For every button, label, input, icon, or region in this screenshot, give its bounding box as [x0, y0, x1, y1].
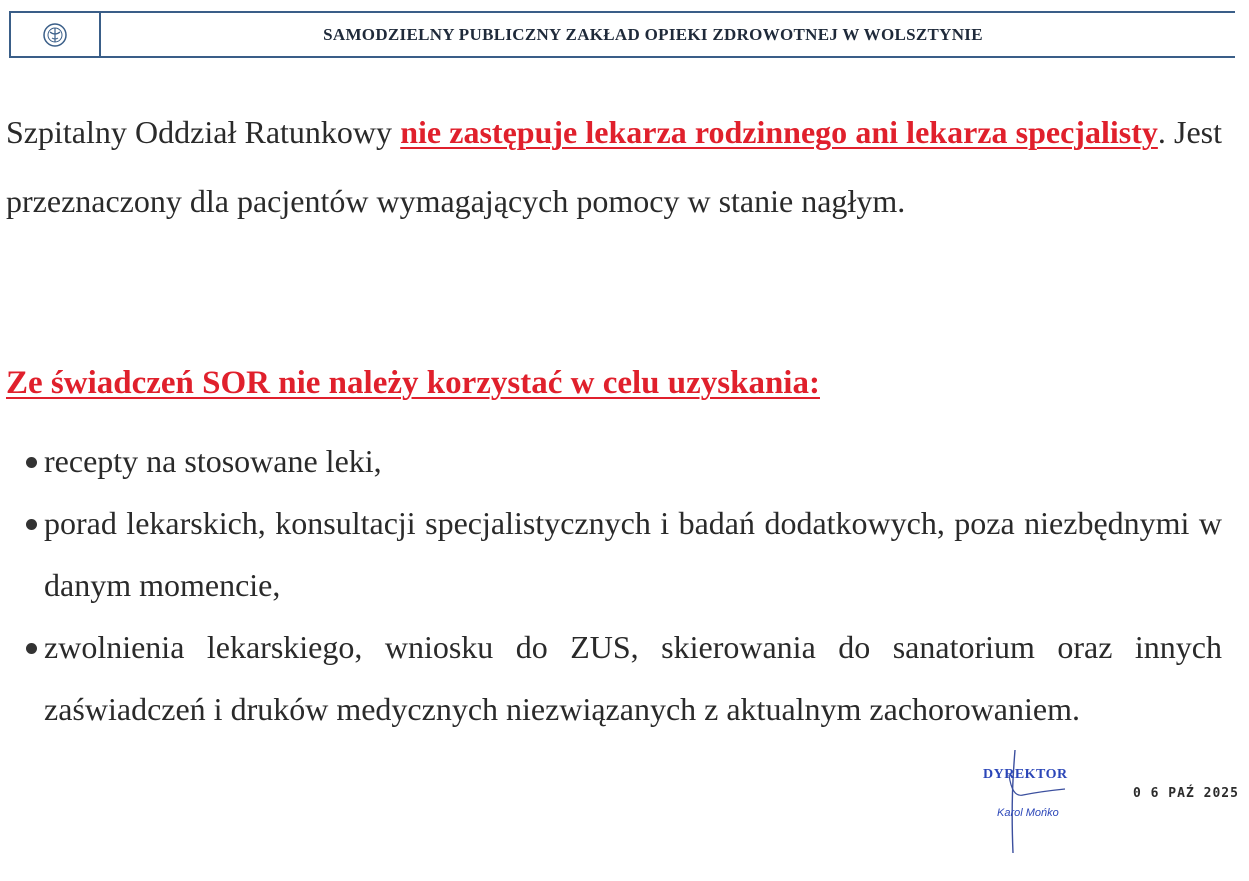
list-item-text: recepty na stosowane leki,: [44, 443, 382, 479]
list-item-text: porad lekarskich, konsultacji specjalistycznych i badań dodatkowych, poza niezbędnymi w danym momencie,: [44, 505, 1222, 603]
hospital-seal-icon: [42, 22, 68, 48]
bullet-icon: [26, 519, 37, 530]
stamp-name: Karol Mońko: [997, 807, 1059, 819]
list-item-text: zwolnienia lekarskiego, wniosku do ZUS, skierowania do sanatorium oraz innych zaświadczeń i druków medycznych niezwiązanych z aktualnym zachorowaniem.: [44, 629, 1222, 727]
restrictions-list: [26, 430, 1222, 740]
intro-text-start: Szpitalny Oddział Ratunkowy: [6, 114, 401, 150]
document-header: [9, 11, 1235, 58]
bullet-icon: [26, 457, 37, 468]
intro-text-end: . Jest przeznaczony dla pacjentów wymagających pomocy w stanie nagłym.: [6, 114, 1223, 219]
list-item: [26, 492, 1222, 616]
list-item: [26, 430, 1222, 492]
list-item: [26, 616, 1222, 740]
intro-paragraph: [6, 98, 1222, 236]
date-stamp: 0 6 PAŹ 2025: [1133, 786, 1239, 801]
director-stamp: [975, 745, 1095, 857]
intro-highlight: nie zastępuje lekarza rodzinnego ani lekarza specjalisty: [400, 114, 1158, 150]
logo-box: [9, 13, 101, 56]
bullet-icon: [26, 643, 37, 654]
signature-icon: [975, 745, 1095, 857]
restrictions-heading: Ze świadczeń SOR nie należy korzystać w celu uzyskania:: [6, 365, 820, 401]
header-title: SAMODZIELNY PUBLICZNY ZAKŁAD OPIEKI ZDROWOTNEJ W WOLSZTYNIE: [323, 24, 983, 44]
stamp-title: DYREKTOR: [983, 767, 1068, 782]
